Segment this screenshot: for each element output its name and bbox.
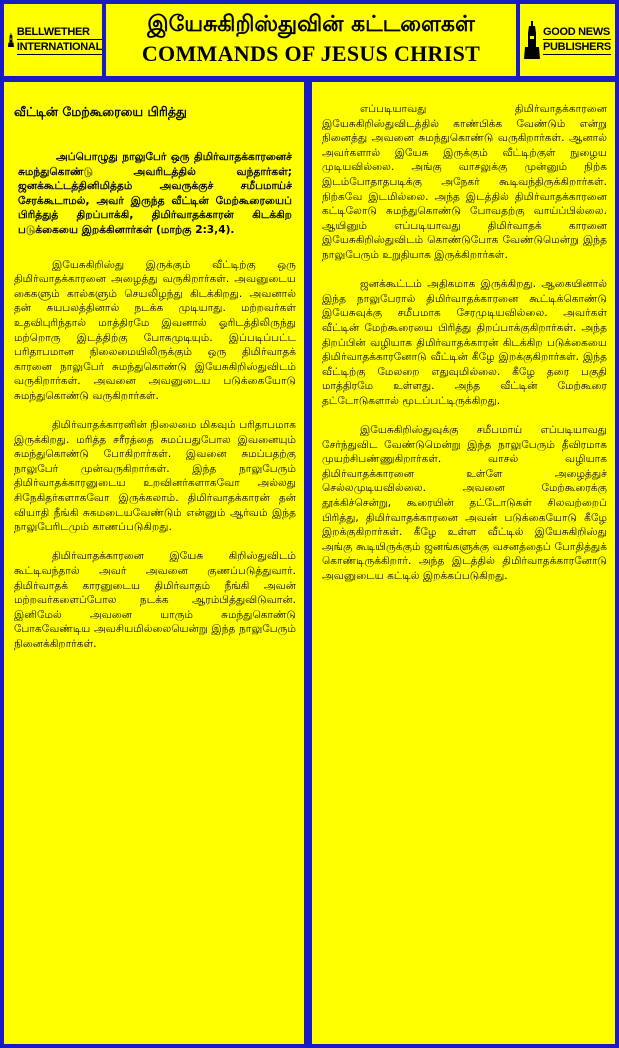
bellwether-logo-text xyxy=(17,25,102,55)
section-heading: வீட்டின் மேற்கூரையை பிரித்து xyxy=(14,104,187,119)
paragraph: ஜனக்கூட்டம் அதிகமாக இருக்கிறது. ஆகையினால் இந்த நாலுபேரால் திமிர்வாதக்காரனை கூட்டிக்கொண்டு இயேசுவுக்கு சமீபமாக சேரமுடியவில்லை. அவர்கள் வீட்டின் மேற்கூரையை பிரித்து திறப்பாக்குகிறார்கள். அந்த திறப்பின் வழியாக திமிர்வாதக்காரன் கிடக்கிற படுக்கையை திமிர்வாதக்காரனோடு வீட்டின் கீழே இறக்குகிறார்கள். இந்த வீட்டிற்கு மேலறை எதுவுமில்லை. கீழே தரை பகுதி மாத்திரமே உள்ளது. அந்த வீட்டின் மேற்கூரை தட்டோடுகளால் மூடப்பட்டிருக்கிறது. xyxy=(322,278,607,407)
right-column xyxy=(312,82,615,1044)
tower-icon xyxy=(524,21,540,59)
logo-line-1: BELLWETHER xyxy=(17,25,102,40)
page-header xyxy=(106,4,516,76)
paragraph: திமிர்வாதக்காரனை இயேசு கிறிஸ்துவிடம் கூட்டிவந்தால் அவர் அவனை குணப்படுத்துவார். திமிர்வாதக் காரனுடைய திமிர்வாதம் நீங்கி அவன் மற்றவர்களைப்போல நடக்க ஆரம்பித்துவிடுவான். இனிமேல் அவனை யாரும் சுமந்துகொண்டு போகவேண்டிய அவசியமில்லையென்று இந்த நாலுபேரும் நினைக்கிறார்கள். xyxy=(14,550,296,650)
paragraph: இயேசுகிறிஸ்துவுக்கு சமீபமாய் எப்படியாவது சேர்ந்துவிட வேண்டுமென்று இந்த நாலுபேரும் தீவிரமாக முயற்சிபண்ணுகிறார்கள். வாசல் வழியாக திமிர்வாதக்காரனை உள்ளே அழைத்துச் செல்லமுடியவில்லை. அவனை மேற்கூரைக்கு தூக்கிச்சென்று, கூரையின் தட்டோடுகள் சிலவற்றைப் பிரித்து, திமிர்வாதக்காரனை அவன் படுக்கையோடு கீழே இறக்குகிறார்கள். கீழே உள்ள வீட்டில் இயேசுகிறிஸ்து அங்கு கூடியிருக்கும் ஜனங்களுக்கு வசனத்தைப் போதித்துக் கொண்டிருக்கிறார். அந்த இடத்தில் திமிர்வாதக்காரனோடு அவனுடைய கட்டில் இறக்கப்படுகிறது. xyxy=(322,424,607,582)
logo-line-2: PUBLISHERS xyxy=(543,41,611,53)
good-news-logo-text xyxy=(543,25,611,55)
logo-line-1: GOOD NEWS xyxy=(543,26,610,38)
page-title-english: COMMANDS OF JESUS CHRIST xyxy=(141,41,481,66)
logo-line-2: INTERNATIONAL xyxy=(16,41,102,53)
paragraph: இயேசுகிறிஸ்து இருக்கும் வீட்டிற்கு ஒரு திமிர்வாதக்காரனை அழைத்து வருகிறார்கள். அவனுடைய கைகளும் கால்களும் செயலிழந்து கிடக்கிறது. அவனால் தன் சுயபலத்தினால் நடக்க முடியாது. மற்றவர்கள் உதவிபுரிந்தால் மாத்திரமே இவனால் ஓரிடத்திலிருந்து மற்றொரு இடத்திற்கு போகமுடியும். இப்படிப்பட்ட பரிதாபமான நிலைமையிலிருக்கும் ஒரு திமிர்வாதக் காரனை நாலுபேர் சுமந்துகொண்டு இயேசுகிறிஸ்துவிடம் வருகிறார்கள். அவனை அவனுடைய படுக்கையோடு சுமந்துகொண்டு வருகிறார்கள். xyxy=(14,258,296,402)
scripture-verse: அப்பொழுது நாலுபேர் ஒரு திமிர்வாதக்காரனைச் சுமந்துகொண்டு அவரிடத்தில் வந்தார்கள்; ஜனக்கூட்டத்தினிமித்தம் அவருக்குச் சமீபமாய்ச் சேரக்கூடாமல், அவர் இருந்த வீட்டின் மேற்கூரையைப் பிரித்துத் திறப்பாக்கி, திமிர்வாதக்காரன் கிடக்கிற படுக்கையை இறக்கினார்கள் (மாற்கு 2:3,4). xyxy=(18,151,292,236)
paragraph: திமிர்வாதக்காரனின் நிலைமை மிகவும் பரிதாபமாக இருக்கிறது. மரித்த சரீரத்தை சுமப்பதுபோல இவனையும் சுமந்துகொண்டு போகிறார்கள். இவனை சுமப்பதற்கு நாலுபேர் முன்வருகிறார்கள். இந்த நாலுபேரும் திமிர்வாதக்காரனுடைய உறவினர்களாகவோ அல்லது சிநேகிதர்களாகவோ இருக்கலாம். திமிர்வாதக்காரன் தன் வியாதி நீங்கி சுகமடையவேண்டும் என்னும் ஆர்வம் இந்த நாலுபேரிடமும் காணப்படுகிறது. xyxy=(14,419,296,534)
left-column xyxy=(4,82,304,1044)
page-title-tamil: இயேசுகிறிஸ்துவின் கட்டளைகள் xyxy=(147,12,475,37)
tower-icon xyxy=(8,21,14,59)
good-news-logo xyxy=(520,4,615,76)
paragraph: எப்படியாவது திமிர்வாதக்காரனை இயேசுகிறிஸ்துவிடத்தில் காண்பிக்க வேண்டும் என்று நினைத்து அவனை சுமந்துகொண்டு வருகிறார்கள். ஆனால் அவர்களால் இயேசு இருக்கும் வீட்டிற்குள் நுழைய முடியவில்லை. அங்கு வாசலுக்கு முன்னும் நிற்க இடம்போதாதபடிக்கு அநேகர் கூடிவந்திருக்கிறார்கள். நிற்கவே இடமில்லை. அந்த இடத்தில் திமிர்வாதக்காரனை கட்டிலோடு சுமந்துகொண்டு போவதற்கு வாய்ப்பில்லை. ஆயினும் எப்படியாவது திமிர்வாதக் காரனை இயேசுகிறிஸ்துவிடம் கொண்டுபோக வேண்டுமென்று இந்த நாலுபேரும் உறுதியாக இருக்கிறார்கள். xyxy=(322,103,607,261)
bellwether-logo xyxy=(4,4,102,76)
